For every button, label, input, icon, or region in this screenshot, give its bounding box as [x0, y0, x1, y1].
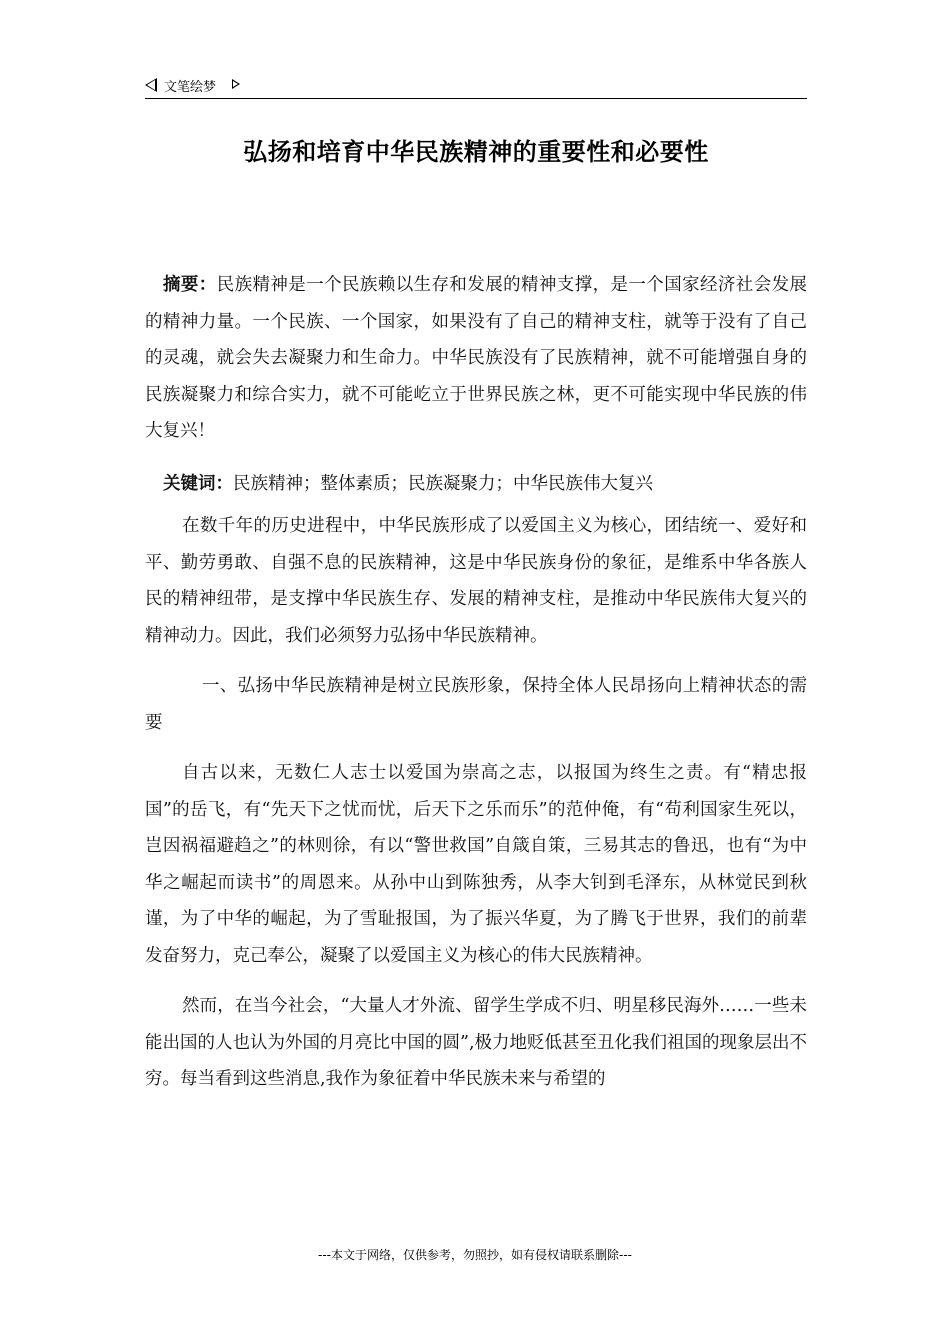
keywords-paragraph [145, 466, 807, 503]
abstract-label: 摘要： [163, 275, 217, 295]
triangle-right-icon [232, 79, 240, 89]
page-header [145, 74, 807, 99]
abstract-text: 民族精神是一个民族赖以生存和发展的精神支撑，是一个国家经济社会发展的精神力量。一个民族、一个国家，如果没有了自己的精神支柱，就等于没有了自己的灵魂，就会失去凝聚力和生命力。中华民族没有了民族精神，就不可能增强自身的民族凝聚力和综合实力，就不可能屹立于世界民族之林，更不可能实现中华民族的伟大复兴！ [145, 275, 808, 441]
document-title: 弘扬和培育中华民族精神的重要性和必要性 [243, 138, 709, 166]
section1-paragraph-1: 自古以来，无数仁人志士以爱国为崇高之志，以报国为终生之责。有“精忠报国”的岳飞，有“先天下之忧而忧，后天下之乐而乐”的范仲俺，有“苟利国家生死以，岂因祸福避趋之”的林则徐，有以“警世救国”自箴自策，三易其志的鲁迅，也有“为中华之崛起而读书”的周恩来。从孙中山到陈独秀，从李大钊到毛泽东，从林觉民到秋谨，为了中华的崛起，为了雪耻报国，为了振兴华夏，为了腾飞于世界，我们的前辈发奋努力，克己奉公，凝聚了以爱国主义为核心的伟大民族精神。 [145, 763, 807, 966]
intro-paragraph: 在数千年的历史进程中，中华民族形成了以爱国主义为核心，团结统一、爱好和平、勤劳勇敢、自强不息的民族精神，这是中华民族身份的象征，是维系中华各族人民的精神纽带，是支撑中华民族生存、发展的精神支柱，是推动中华民族伟大复兴的精神动力。因此，我们必须努力弘扬中华民族精神。 [145, 516, 807, 646]
section1-paragraph-2: 然而，在当今社会，“大量人才外流、留学生学成不归、明星移民海外……一些未能出国的人也认为外国的月亮比中国的圆”,极力地贬低甚至丑化我们祖国的现象层出不穷。每当看到这些消息,我作为象征着中华民族未来与希望的 [145, 996, 808, 1089]
page-footer-disclaimer: ---本文于网络，仅供参考，勿照抄，如有侵权请联系删除--- [318, 1248, 632, 1262]
abstract-paragraph [145, 267, 807, 450]
document-body [145, 267, 807, 1098]
triangle-left-icon [145, 78, 157, 92]
header-title: 文笔绘梦 [164, 80, 217, 95]
section1-heading: 一、弘扬中华民族精神是树立民族形象，保持全体人民昂扬向上精神状态的需要 [145, 676, 807, 733]
keywords-label: 关键词： [163, 473, 233, 494]
keywords-text: 民族精神；整体素质；民族凝聚力；中华民族伟大复兴 [233, 473, 653, 494]
